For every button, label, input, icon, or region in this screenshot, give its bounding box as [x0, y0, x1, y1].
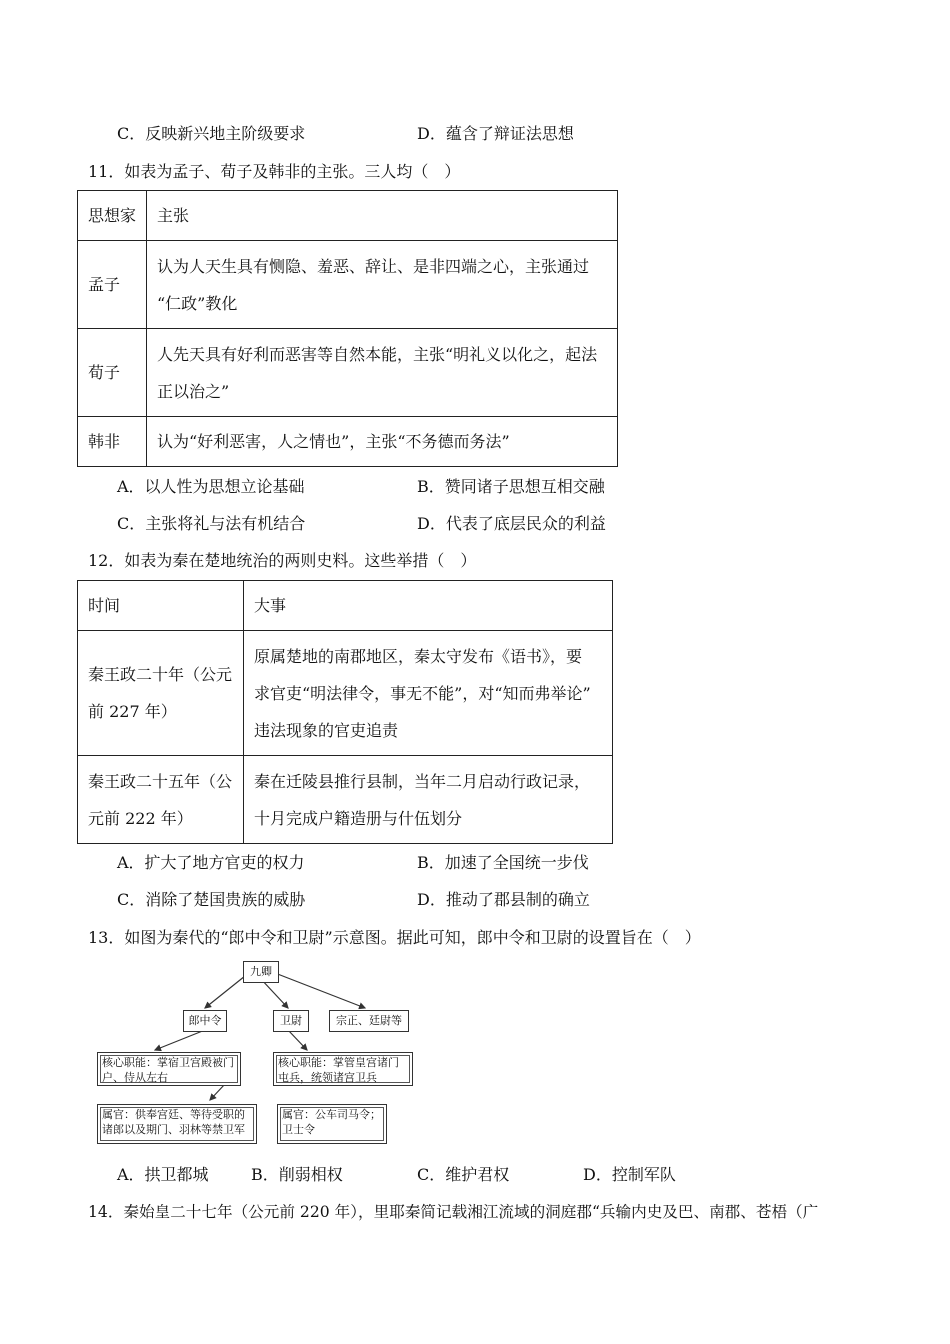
box-others [329, 1010, 409, 1032]
table-row [78, 329, 618, 417]
option-b: B．削弱相权 [251, 1165, 343, 1184]
question-14-stem: 14．秦始皇二十七年（公元前 220 年），里耶秦简记载湘江流域的洞庭郡“兵输内史及巴、南郡、苍梧（广 [88, 1203, 819, 1221]
box-label: 核心职能：掌管皇宫诸门屯兵，统领诸宫卫兵 [278, 1056, 399, 1084]
table-row [78, 417, 618, 467]
option-b: B．加速了全国统一步伐 [417, 853, 589, 872]
option-a: A．扩大了地方官吏的权力 [117, 853, 305, 872]
event-time [78, 631, 244, 756]
event-line: 违法现象的官吏追责 [254, 720, 399, 740]
option-c: C．反映新兴地主阶级要求 [117, 124, 306, 143]
thinker-name: 荀子 [78, 329, 147, 417]
arrow [275, 973, 365, 1008]
table-header-row [78, 581, 613, 631]
question-12-table [77, 580, 613, 844]
table-header-cell: 思想家 [78, 191, 147, 241]
option-c: C．消除了楚国贵族的威胁 [117, 890, 306, 909]
box-weiwei [273, 1010, 309, 1032]
thinker-name: 孟子 [78, 241, 147, 329]
option-a: A．拱卫都城 [117, 1165, 209, 1184]
option-c: C．主张将礼与法有机结合 [117, 514, 306, 533]
arrow [155, 1030, 205, 1050]
table-row [78, 631, 613, 756]
event-time [78, 756, 244, 844]
table-header-cell: 时间 [78, 581, 244, 631]
option-b: B．赞同诸子思想互相交融 [417, 477, 605, 496]
arrow [288, 1030, 307, 1050]
officials-diagram [95, 958, 415, 1148]
table-header-cell: 主张 [147, 191, 618, 241]
box-label: 属官：公车司马令；卫士令 [282, 1108, 381, 1136]
time-line: 秦王政二十五年（公 [88, 771, 233, 791]
table-row [78, 241, 618, 329]
option-a: A．以人性为思想立论基础 [117, 477, 305, 496]
option-c: C．维护君权 [417, 1165, 510, 1184]
event-line: 十月完成户籍造册与什伍划分 [254, 808, 463, 828]
table-header-cell: 大事 [244, 581, 613, 631]
event-desc [244, 631, 613, 756]
option-d: D．代表了底层民众的利益 [417, 514, 606, 533]
question-13-stem: 13．如图为秦代的“郎中令和卫尉”示意图。据此可知，郎中令和卫尉的设置旨在（ ） [88, 928, 701, 947]
time-line: 前 227 年） [88, 702, 177, 721]
option-d: D．推动了郡县制的确立 [417, 890, 590, 909]
box-subordinates-1 [97, 1104, 257, 1144]
arrow [210, 1084, 225, 1100]
box-label: 宗正、廷尉等 [336, 1014, 402, 1027]
thinker-view [147, 329, 618, 417]
event-line: 原属楚地的南郡地区，秦太守发布《语书》，要 [254, 646, 583, 666]
box-label: 郎中令 [188, 1014, 222, 1027]
box-core-function-1 [97, 1052, 241, 1086]
box-nine-ministers [243, 961, 279, 983]
question-12-stem: 12．如表为秦在楚地统治的两则史料。这些举措（ ） [88, 551, 477, 570]
table-row [78, 756, 613, 844]
option-d: D．控制军队 [583, 1165, 676, 1184]
thinker-view [147, 241, 618, 329]
thinker-view: 认为“好利恶害，人之情也”，主张“不务德而务法” [147, 417, 618, 467]
box-core-function-2 [273, 1052, 413, 1086]
box-langzhongling [183, 1010, 227, 1032]
thinker-name: 韩非 [78, 417, 147, 467]
time-line: 元前 222 年） [88, 808, 193, 828]
event-line: 秦在迁陵县推行县制，当年二月启动行政记录， [254, 771, 591, 791]
arrow [205, 976, 245, 1008]
box-label: 卫尉 [280, 1014, 302, 1027]
time-line: 秦王政二十年（公元 [88, 665, 233, 684]
box-label: 属官：供奉宫廷、等待受职的诸郎以及期门、羽林等禁卫军 [102, 1108, 245, 1136]
event-line: 求官吏“明法律令，事无不能”，对“知而弗举论” [254, 683, 591, 703]
option-d: D．蕴含了辩证法思想 [417, 124, 574, 143]
view-line: 人先天具有好利而恶害等自然本能，主张“明礼义以化之，起法 [157, 344, 598, 364]
event-desc [244, 756, 613, 844]
box-subordinates-2 [277, 1104, 387, 1144]
view-line: 正以治之” [157, 381, 230, 401]
view-line: “仁政”教化 [157, 293, 238, 313]
view-line: 认为人天生具有恻隐、羞恶、辞让、是非四端之心，主张通过 [157, 256, 590, 276]
question-11-stem: 11．如表为孟子、荀子及韩非的主张。三人均（ ） [88, 162, 461, 181]
box-label: 核心职能：掌宿卫宫殿被门户、侍从左右 [102, 1056, 234, 1084]
box-label: 九卿 [250, 965, 272, 978]
question-11-table [77, 190, 618, 467]
table-header-row [78, 191, 618, 241]
